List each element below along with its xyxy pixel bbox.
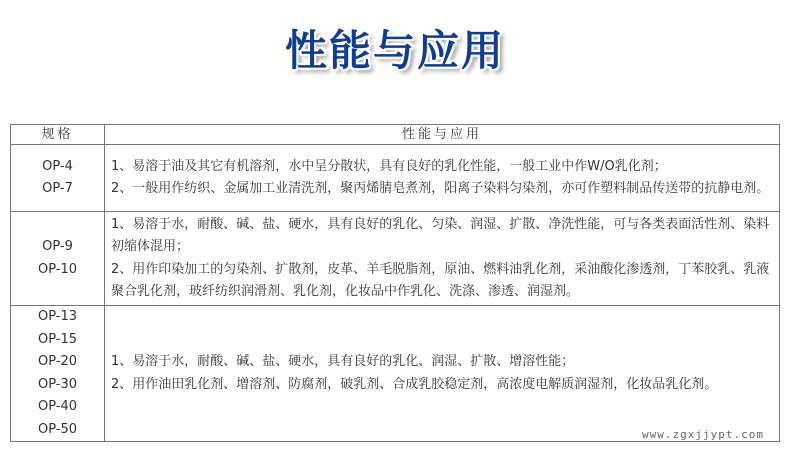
spec-label: OP-50 (37, 421, 78, 437)
application-line: 2、一般用作纺织、金属加工业清洗剂，聚丙烯腈皂煮剂，阳离子染料匀染剂，亦可作塑料制品传送带的抗静电剂。 (111, 181, 770, 196)
table-row (11, 306, 780, 442)
spec-label: OP-40 (37, 399, 78, 414)
spec-cell (11, 306, 105, 442)
page-title: 性能与应用 (284, 26, 505, 75)
spec-label: OP-7 (42, 181, 73, 196)
table-row (11, 145, 780, 212)
spec-label: OP-13 (37, 309, 78, 324)
table-row (11, 212, 780, 306)
spec-label: OP-4 (42, 158, 73, 174)
header-application: 性能与应用 (105, 125, 780, 145)
application-cell (105, 145, 780, 212)
spec-label: OP-30 (37, 376, 78, 392)
application-cell (105, 306, 780, 442)
table-header-row (11, 125, 780, 145)
spec-label: OP-9 (42, 239, 73, 254)
header-spec: 规格 (11, 125, 105, 145)
watermark: www.zgxjjypt.com (642, 428, 764, 441)
application-line: 1、易溶于水，耐酸、碱、盐、硬水，具有良好的乳化、润湿、扩散、增溶性能； (111, 354, 575, 369)
spec-label: OP-10 (37, 261, 78, 277)
spec-label: OP-20 (37, 354, 78, 369)
application-line: 1、易溶于油及其它有机溶剂，水中呈分散状，具有良好的乳化性能，一般工业中作W/O乳化剂； (111, 158, 667, 174)
spec-table (10, 124, 780, 442)
spec-cell (11, 145, 105, 212)
application-line: 1、易溶于水，耐酸、碱、盐、硬水，具有良好的乳化、匀染、润湿、扩散、净洗性能，可与各类表面活性剂、染料初缩体混用； (111, 216, 770, 254)
spec-cell (11, 212, 105, 306)
application-cell (105, 212, 780, 306)
application-line: 2、用作印染加工的匀染剂、扩散剂，皮革、羊毛脱脂剂，原油、燃料油乳化剂，采油酸化渗透剂，丁苯胶乳、乳液聚合乳化剂，玻纤纺织润滑剂、乳化剂，化妆品中作乳化、洗涤、渗透、润湿剂。 (111, 261, 770, 299)
application-line: 2、用作油田乳化剂、增溶剂、防腐剂，破乳剂、合成乳胶稳定剂，高浓度电解质润湿剂，化妆品乳化剂。 (111, 376, 718, 392)
spec-label: OP-15 (37, 331, 78, 347)
